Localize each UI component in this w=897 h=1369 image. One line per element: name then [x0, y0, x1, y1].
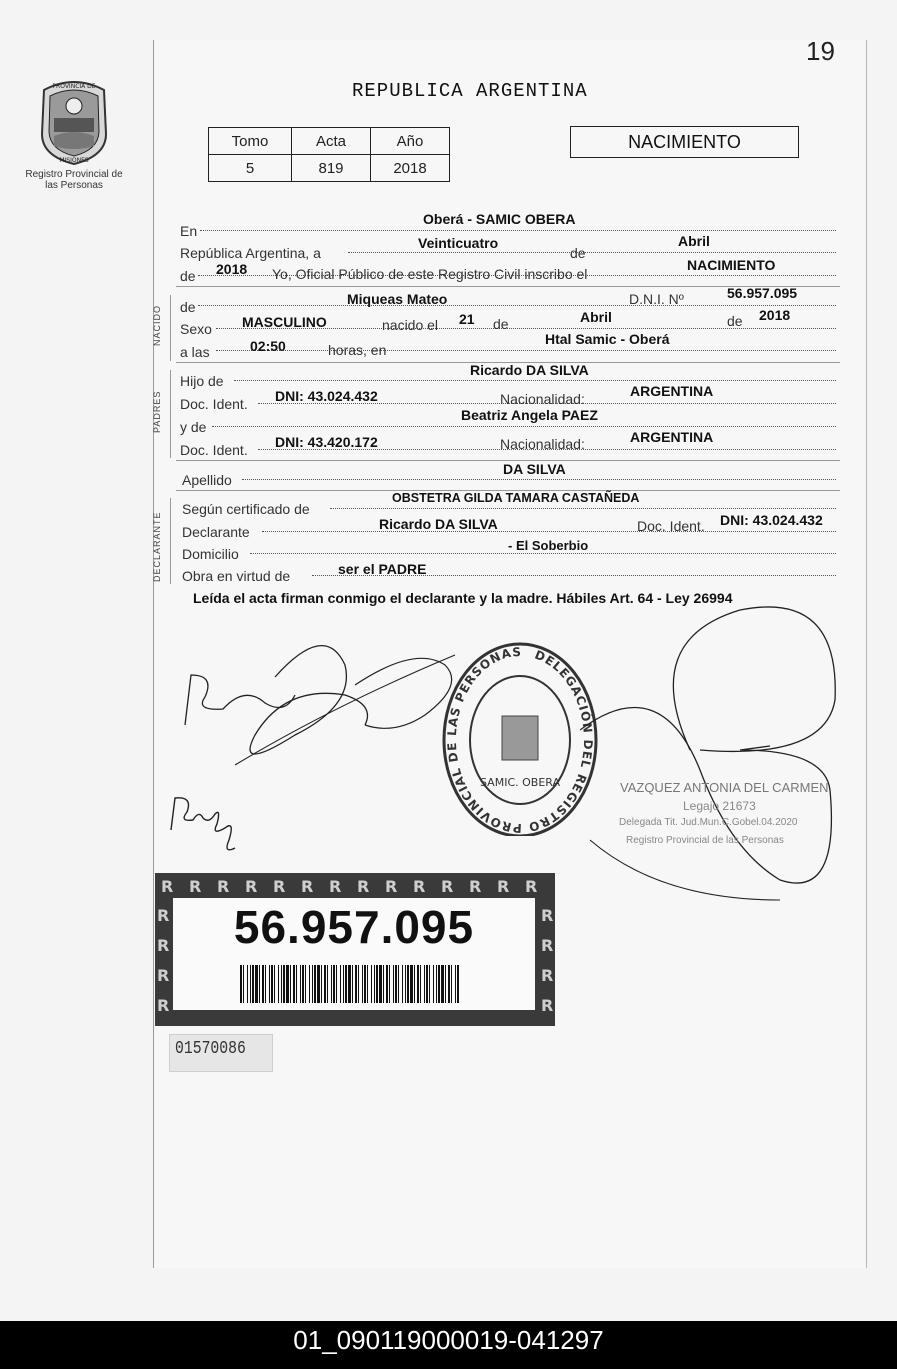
label-de-year: de [180, 268, 196, 284]
barcode-pattern-letter: R [541, 936, 554, 955]
provincial-seal-icon [36, 76, 112, 166]
barcode-bar [321, 965, 322, 1003]
section-label-padres: PADRES [152, 390, 162, 433]
stamp-inner-text: SAMIC. OBERA [480, 776, 560, 789]
barcode-bar [302, 965, 304, 1003]
barcode-bar [348, 965, 351, 1003]
registry-label: Registro Provincial de las Personas [25, 169, 123, 191]
barcode-bar [269, 965, 270, 1003]
mother-nationality: ARGENTINA [630, 429, 714, 445]
label-doc-father: Doc. Ident. [180, 396, 248, 412]
dotted-line [212, 426, 836, 427]
barcode-pattern-letter: R [329, 877, 342, 896]
barcode-bar [265, 965, 266, 1003]
dotted-line [330, 508, 836, 509]
label-inscribe: Yo, Oficial Público de este Registro Civil inscribo el [272, 266, 588, 282]
dotted-line [234, 380, 836, 381]
barcode-bar [317, 965, 320, 1003]
barcode-bar [352, 965, 353, 1003]
barcode-pattern-letter: R [541, 906, 554, 925]
dotted-line [262, 531, 836, 532]
barcode-bar [281, 965, 282, 1003]
barcode-bar [379, 965, 382, 1003]
footer-code: 01_090119000019-041297 [293, 1325, 604, 1355]
barcode-pattern-letter: R [301, 877, 314, 896]
label-de-day: de [493, 316, 509, 332]
barcode-pattern-letter: R [217, 877, 230, 896]
barcode-bar [358, 965, 359, 1003]
barcode-bar [333, 965, 335, 1003]
label-de: de [570, 245, 586, 261]
col-header-acta: Acta [292, 128, 371, 155]
apellido-value: DA SILVA [503, 461, 566, 477]
label-declarante: Declarante [182, 524, 250, 540]
barcode-bar [402, 965, 403, 1003]
barcode-pattern-letter: R [161, 877, 174, 896]
barcode-pattern-letter: R [157, 906, 170, 925]
dotted-line [216, 350, 836, 351]
barcode-bar [441, 965, 444, 1003]
barcode-bar [312, 965, 313, 1003]
declarante-signature [175, 625, 475, 775]
dotted-line [242, 479, 836, 480]
section-label-nacido: NACIDO [152, 304, 162, 346]
mother-signature [165, 790, 245, 856]
barcode-bar [393, 965, 394, 1003]
section-bar [170, 370, 171, 458]
barcode-bar [271, 965, 273, 1003]
document-title: REPUBLICA ARGENTINA [352, 80, 588, 102]
barcode-bar [293, 965, 295, 1003]
barcode-bar [364, 965, 366, 1003]
barcode-bar [438, 965, 440, 1003]
barcode-bar [455, 965, 456, 1003]
act-place: Oberá - SAMIC OBERA [423, 211, 576, 227]
barcode-bar [448, 965, 450, 1003]
label-dni: D.N.I. Nº [629, 291, 684, 307]
father-nationality: ARGENTINA [630, 383, 714, 399]
act-day: Veinticuatro [418, 235, 499, 251]
barcode-bar [420, 965, 421, 1003]
child-month: Abril [580, 309, 612, 325]
barcode-bar [414, 965, 415, 1003]
official-registry: Registro Provincial de las Personas [626, 835, 784, 846]
child-dni: 56.957.095 [727, 285, 798, 301]
barcode-bar [300, 965, 301, 1003]
mother-name: Beatriz Angela PAEZ [461, 407, 598, 423]
section-bar [170, 498, 171, 584]
barcode-bar [383, 965, 384, 1003]
barcode-bar [345, 965, 347, 1003]
label-certificado: Según certificado de [182, 501, 310, 517]
domicilio-value: - El Soberbio [508, 538, 589, 553]
official-position: Delegada Tit. Jud.Mun.C.Gobel.04.2020 [619, 817, 798, 828]
child-day: 21 [459, 311, 475, 327]
barcode-pattern-letter: R [525, 877, 538, 896]
dotted-line [198, 305, 836, 306]
barcode-bar [343, 965, 344, 1003]
barcode-pattern-letter: R [497, 877, 510, 896]
label-domicilio: Domicilio [182, 546, 239, 562]
barcode-bar [252, 965, 254, 1003]
col-header-anio: Año [371, 128, 450, 155]
registry-stamp [440, 636, 600, 836]
barcode-bar [309, 965, 310, 1003]
official-name: VAZQUEZ ANTONIA DEL CARMEN [620, 780, 829, 795]
barcode-bar [240, 965, 242, 1003]
barcode-bar [417, 965, 419, 1003]
barcode-bar [395, 965, 397, 1003]
barcode-bar [405, 965, 406, 1003]
page-number: 19 [806, 36, 835, 66]
label-en: En [180, 223, 198, 239]
father-doc: DNI: 43.024.432 [275, 388, 378, 404]
barcode-bar [374, 965, 375, 1003]
record-table [208, 127, 450, 182]
birth-place: Htal Samic - Oberá [545, 331, 670, 347]
barcode-pattern-letter: R [441, 877, 454, 896]
barcode-pattern-letter: R [273, 877, 286, 896]
barcode-bar [250, 965, 251, 1003]
label-apellido: Apellido [182, 472, 232, 488]
obra-value: ser el PADRE [338, 561, 427, 577]
barcode-bar [457, 965, 459, 1003]
barcode-bar [389, 965, 390, 1003]
cell-anio: 2018 [371, 155, 450, 182]
cell-acta: 819 [292, 155, 371, 182]
label-doc-mother: Doc. Ident. [180, 442, 248, 458]
barcode-bar [340, 965, 341, 1003]
barcode-bar [262, 965, 264, 1003]
dotted-line [250, 553, 836, 554]
label-a-las: a las [180, 344, 210, 360]
barcode-pattern-letter: R [157, 936, 170, 955]
act-year: 2018 [216, 261, 248, 277]
label-nacido-el: nacido el [382, 317, 439, 333]
barcode-bar [426, 965, 428, 1003]
barcode-bar [362, 965, 363, 1003]
barcode-pattern-letter: R [189, 877, 202, 896]
svg-text:PROVINCIA DE: PROVINCIA DE [52, 83, 96, 90]
barcode-bar [386, 965, 388, 1003]
act-event: NACIMIENTO [687, 257, 776, 273]
label-nac-father: Nacionalidad: [500, 391, 585, 407]
barcode-bar [410, 965, 413, 1003]
barcode-bars [240, 965, 462, 1003]
label-obra: Obra en virtud de [182, 568, 291, 584]
barcode-bar [255, 965, 258, 1003]
barcode-bar [243, 965, 244, 1003]
declarante-doc: DNI: 43.024.432 [720, 512, 823, 528]
barcode-pattern-letter: R [245, 877, 258, 896]
official-legajo: Legajo 21673 [683, 799, 756, 813]
barcode-pattern-letter: R [157, 996, 170, 1015]
birth-time: 02:50 [250, 338, 286, 354]
barcode-bar [433, 965, 434, 1003]
child-year: 2018 [759, 307, 791, 323]
barcode-bar [336, 965, 337, 1003]
child-name: Miqueas Mateo [347, 291, 448, 307]
barcode-bar [355, 965, 357, 1003]
act-month: Abril [678, 233, 710, 249]
stamp-outer-text: DELEGACIÓN DEL REGISTRO PROVINCIAL DE LAS PERSONAS [444, 644, 596, 836]
barcode-bar [247, 965, 248, 1003]
label-sexo: Sexo [180, 321, 212, 337]
barcode-bar [278, 965, 279, 1003]
barcode-bar [327, 965, 328, 1003]
barcode-bar [305, 965, 306, 1003]
label-nac-mother: Nacionalidad: [500, 436, 585, 452]
barcode-bar [286, 965, 289, 1003]
label-y-de: y de [180, 419, 207, 435]
barcode-bar [367, 965, 368, 1003]
barcode-bar [436, 965, 437, 1003]
barcode-pattern-letter: R [541, 996, 554, 1015]
section-bar [170, 295, 171, 361]
dotted-line [200, 230, 836, 231]
barcode-pattern-letter: R [357, 877, 370, 896]
record-type-box: NACIMIENTO [570, 126, 799, 158]
barcode-bar [376, 965, 378, 1003]
label-de-month: de [727, 313, 743, 329]
svg-text:MISIONES: MISIONES [59, 157, 89, 164]
section-label-declarante: DECLARANTE [152, 511, 162, 582]
barcode-bar [424, 965, 425, 1003]
barcode-bar [398, 965, 399, 1003]
barcode-bar [324, 965, 326, 1003]
closing-statement: Leída el acta firman conmigo el declarante y la madre. Hábiles Art. 64 - Ley 26994 [193, 590, 733, 606]
barcode-bar [407, 965, 409, 1003]
certificate-issuer: OBSTETRA GILDA TAMARA CASTAÑEDA [392, 491, 640, 505]
col-header-tomo: Tomo [209, 128, 292, 155]
barcode-bar [429, 965, 430, 1003]
barcode-bar [274, 965, 275, 1003]
barcode-pattern-letter: R [413, 877, 426, 896]
barcode-bar [451, 965, 452, 1003]
label-hijo-de: Hijo de [180, 373, 224, 389]
barcode-bar [445, 965, 446, 1003]
dotted-line [348, 252, 836, 253]
mother-doc: DNI: 43.420.172 [275, 434, 378, 450]
barcode-bar [314, 965, 316, 1003]
barcode-bar [290, 965, 291, 1003]
barcode-bar [259, 965, 260, 1003]
label-horas: horas, en [328, 342, 387, 358]
official-signature [580, 600, 850, 910]
barcode-pattern-letter: R [385, 877, 398, 896]
barcode-pattern-letter: R [469, 877, 482, 896]
barcode-bar [331, 965, 332, 1003]
declarante-name: Ricardo DA SILVA [379, 516, 498, 532]
label-de-name: de [180, 299, 196, 315]
father-name: Ricardo DA SILVA [470, 362, 589, 378]
barcode-bar [283, 965, 285, 1003]
label-republica: República Argentina, a [180, 245, 321, 261]
cell-tomo: 5 [209, 155, 292, 182]
barcode-pattern-letter: R [541, 966, 554, 985]
child-sexo: MASCULINO [242, 314, 327, 330]
barcode-bar [371, 965, 372, 1003]
label-doc-declarante: Doc. Ident. [637, 518, 705, 534]
barcode-bar [296, 965, 297, 1003]
barcode-number: 56.957.095 [233, 901, 475, 953]
barcode-pattern-letter: R [157, 966, 170, 985]
stub-number: 01570086 [175, 1039, 246, 1059]
